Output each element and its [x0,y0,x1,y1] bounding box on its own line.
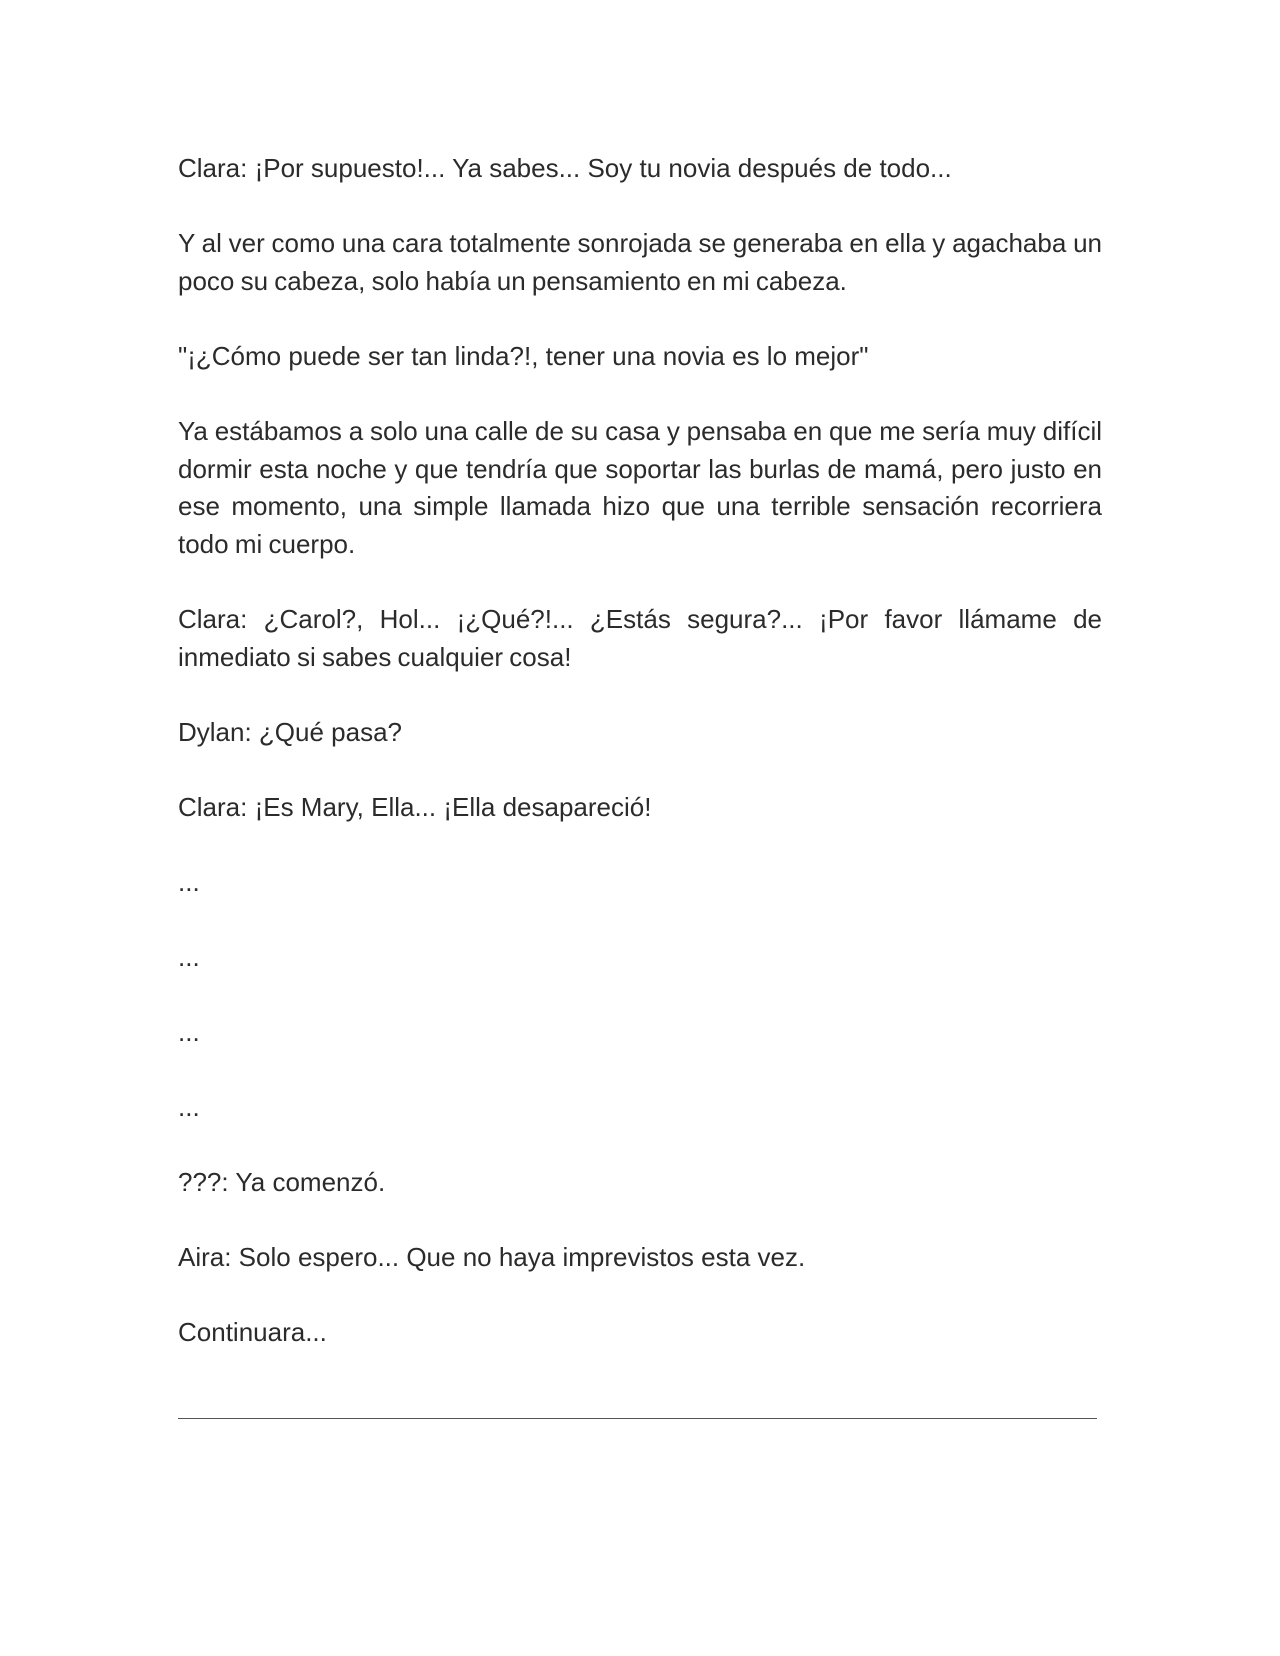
dialogue-clara-2: Clara: ¿Carol?, Hol... ¡¿Qué?!... ¿Estás segura?... ¡Por favor llámame de inmediato si sabes cualquier cosa! [178,604,1102,672]
document-page [178,0,1102,1656]
ellipsis-1: ... [178,867,200,897]
dialogue-dylan: Dylan: ¿Qué pasa? [178,717,403,747]
dialogue-aira: Aira: Solo espero... Que no haya imprevistos esta vez. [178,1242,806,1272]
narration-paragraph-1: Y al ver como una cara totalmente sonrojada se generaba en ella y agachaba un poco su cabeza, solo había un pensamiento en mi cabeza. [178,228,1102,296]
dialogue-unknown: ???: Ya comenzó. [178,1167,386,1197]
narration-paragraph-2: Ya estábamos a solo una calle de su casa y pensaba en que me sería muy difícil dormir esta noche y que tendría que soportar las burlas de mamá, pero justo en ese momento, una simple llamada hizo que una terrible sensación recorriera todo mi cuerpo. [178,416,1102,559]
closing-line: Continuara... [178,1317,327,1347]
ellipsis-4: ... [178,1092,200,1122]
dialogue-clara-1: Clara: ¡Por supuesto!... Ya sabes... Soy tu novia después de todo... [178,153,952,183]
thought-quote: "¡¿Cómo puede ser tan linda?!, tener una novia es lo mejor" [178,341,869,371]
ellipsis-3: ... [178,1017,200,1047]
ellipsis-2: ... [178,942,200,972]
separator-line [178,1418,1097,1419]
dialogue-clara-3: Clara: ¡Es Mary, Ella... ¡Ella desapareció! [178,792,652,822]
